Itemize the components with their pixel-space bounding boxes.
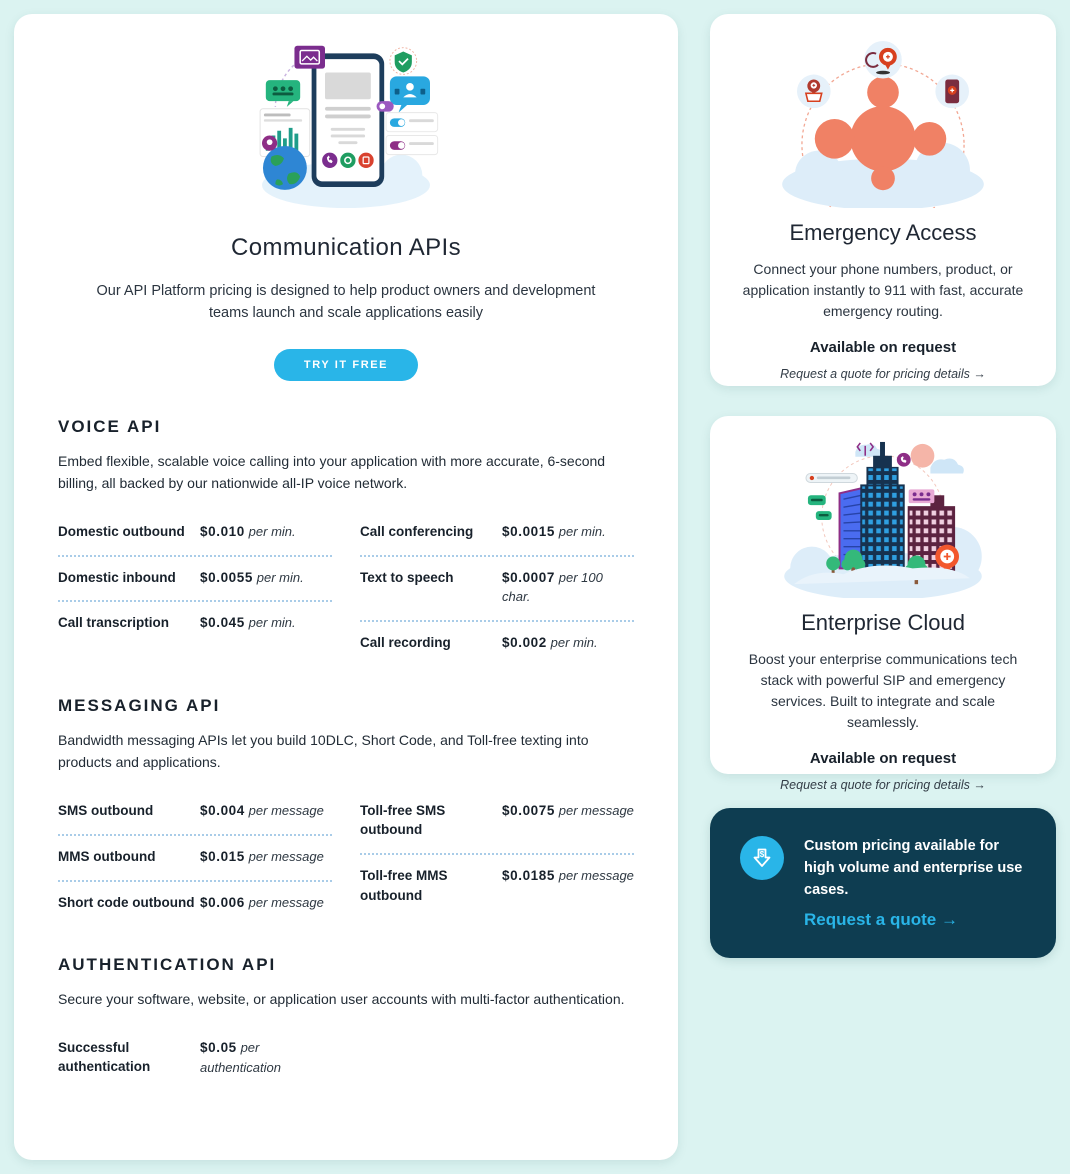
price-amount: $0.010 [200,523,245,539]
price-amount: $0.0075 [502,802,555,818]
price-amount: $0.0007 [502,569,555,585]
price-unit: per 100 char. [502,569,603,605]
price-label: Domestic outbound [58,523,185,539]
emergency-access-description: Connect your phone numbers, product, or application instantly to 911 with fast, accurate emergency routing. [742,261,1024,319]
page-title: Communication APIs [231,234,461,261]
price-amount: $0.004 [200,802,245,818]
price-amount: $0.045 [200,615,245,631]
enterprise-request-quote-link[interactable]: Request a quote for pricing details → [780,778,986,792]
enterprise-availability-label: Available on request [809,750,957,767]
price-row [58,557,332,601]
price-value [502,522,606,542]
voice-pricing-left-column [58,511,332,666]
price-row [58,1027,332,1091]
communication-apis-illustration [241,40,451,210]
price-value [502,568,634,608]
price-unit: per message [248,802,324,818]
page-subtitle: Our API Platform pricing is designed to help product owners and development teams launch and scale applications easily [96,283,596,322]
voice-api-heading: VOICE API [58,416,162,436]
price-label: Short code outbound [58,894,195,910]
price-amount: $0.0185 [502,868,555,883]
price-value [200,847,324,867]
price-label: MMS outbound [58,848,156,864]
emergency-access-title: Emergency Access [789,220,977,245]
voice-pricing-right-column [360,511,634,666]
price-amount: $0.0015 [502,523,555,539]
price-row [58,602,332,646]
price-unit: per min. [558,523,606,539]
price-label: Successful authentication [58,1039,151,1075]
enterprise-city-illustration [764,438,1002,598]
price-value [200,568,304,588]
messaging-pricing-table [58,790,634,926]
messaging-api-description: Bandwidth messaging APIs let you build 10DLC, Short Code, and Toll-free texting into products and applications. [58,732,589,771]
price-row [360,511,634,555]
price-value [200,1038,320,1078]
price-label: Text to speech [360,569,454,585]
emergency-network-illustration [764,36,1002,208]
price-unit: per min. [550,635,598,651]
communication-apis-card [14,14,678,1160]
authentication-api-description: Secure your software, website, or application user accounts with multi-factor authentication. [58,991,625,1008]
price-amount: $0.0055 [200,569,253,585]
side-cards-column [710,14,1056,1160]
enterprise-cloud-title: Enterprise Cloud [801,610,965,635]
enterprise-cloud-description: Boost your enterprise communications tech stack with powerful SIP and emergency services. Built to integrate and scale seamlessly. [748,651,1018,730]
price-value [502,866,634,886]
price-unit: per message [248,894,324,910]
messaging-api-heading: MESSAGING API [58,696,221,716]
price-value [200,893,324,913]
price-unit: per message [558,802,634,818]
custom-pricing-text: Custom pricing available for high volume and enterprise use cases. [804,838,1023,898]
emergency-availability-label: Available on request [809,339,957,356]
messaging-pricing-left-column [58,790,332,926]
emergency-request-quote-link[interactable]: Request a quote for pricing details → [780,367,986,381]
price-label: Toll-free SMS outbound [360,802,446,838]
price-amount: $0.015 [200,848,245,864]
svg-text:$: $ [759,850,765,859]
price-value [502,633,598,653]
authentication-api-section [58,955,634,1090]
price-row [58,882,332,926]
price-row [360,855,634,918]
price-row [360,622,634,666]
price-label: Toll-free MMS outbound [360,868,448,903]
voice-pricing-table [58,511,634,666]
price-value [200,522,296,542]
authentication-pricing-table [58,1027,634,1091]
price-amount: $0.006 [200,894,245,910]
price-unit: per min. [256,569,304,585]
authentication-pricing-left-column [58,1027,332,1091]
authentication-pricing-right-column [360,1027,634,1091]
price-label: Call transcription [58,615,170,631]
price-amount: $0.002 [502,635,547,651]
price-row [360,790,634,853]
price-unit: per message [248,848,324,864]
price-row [360,557,634,621]
voice-api-description: Embed flexible, scalable voice calling into your application with more accurate, 6-second billing, all backed by our nationwide all-IP voice network. [58,452,606,492]
price-row [58,790,332,834]
enterprise-cloud-card [710,416,1056,792]
price-row [58,836,332,880]
price-label: SMS outbound [58,802,154,818]
price-label: Call recording [360,635,451,651]
try-it-free-button[interactable]: TRY IT FREE [274,349,418,381]
custom-pricing-card [710,808,1056,958]
request-a-quote-link[interactable]: Request a quote → [804,910,958,930]
authentication-api-heading: AUTHENTICATION API [58,955,277,975]
messaging-api-section [58,696,634,925]
dollar-download-icon [740,836,784,880]
custom-pricing-content [804,836,1026,930]
price-value [200,801,324,821]
voice-api-section [58,417,634,666]
emergency-access-card [710,14,1056,386]
price-unit: per min. [248,615,296,631]
price-unit: per min. [248,523,296,539]
price-value [502,801,634,821]
price-unit: per authentication [200,1039,281,1075]
price-amount: $0.05 [200,1039,237,1055]
price-label: Domestic inbound [58,569,176,585]
price-value [200,613,296,633]
price-unit: per message [558,868,634,883]
price-label: Call conferencing [360,523,474,539]
price-row [58,511,332,555]
messaging-pricing-right-column [360,790,634,926]
